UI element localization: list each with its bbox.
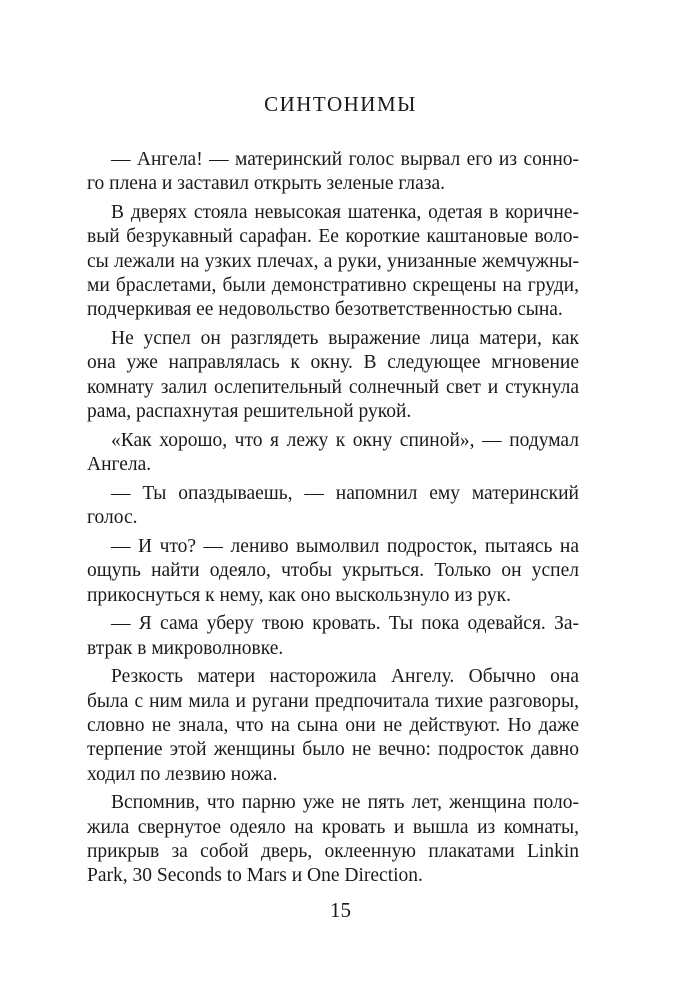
text-line: прикрыв за собой дверь, оклеенную плакатами Linkin <box>87 841 579 863</box>
text-line: была с ним мила и ругани предпочитала тихие разговоры, <box>87 690 579 712</box>
text-line: го плена и заставил открыть зеленые глаза. <box>87 173 445 195</box>
text-line: сы лежали на узких плечах, а руки, унизанные жемчужны- <box>87 250 579 272</box>
text-line: голос. <box>87 507 138 529</box>
text-line: — И что? — лениво вымолвил подросток, пытаясь на <box>111 535 579 557</box>
text-line: ми браслетами, были демонстративно скрещены на груди, <box>87 274 579 296</box>
text-line: комнату залил ослепительный солнечный свет и стукнула <box>87 376 579 398</box>
text-line: — Ангела! — материнский голос вырвал его из сонно- <box>111 149 579 170</box>
text-line: ощупь найти одеяло, чтобы укрыться. Только он успел <box>87 560 579 582</box>
text-line: терпение этой женщины было не вечно: подросток давно <box>87 739 579 761</box>
text-line: В дверях стояла невысокая шатенка, одетая в коричне- <box>111 202 579 224</box>
text-line: Не успел он разглядеть выражение лица матери, как <box>111 328 579 350</box>
text-line: она уже направлялась к окну. В следующее мгновение <box>87 352 579 374</box>
text-line: ходил по лезвию ножа. <box>87 763 278 785</box>
text-line: подчеркивая ее недовольство безответственностью сына. <box>87 299 563 321</box>
text-line: Вспомнив, что парню уже не пять лет, женщина поло- <box>111 792 579 814</box>
text-line: Park, 30 Seconds to Mars и One Direction. <box>87 865 423 887</box>
page-number: 15 <box>330 898 351 922</box>
text-line: прикоснуться к нему, как оно выскользнуло из рук. <box>87 584 511 606</box>
body-text <box>87 148 579 889</box>
text-line: жила свернутое одеяло на кровать и вышла из комнаты, <box>87 816 579 838</box>
text-line: Ангела. <box>87 454 152 476</box>
text-line: вый безрукавный сарафан. Ее короткие каштановые воло- <box>87 226 579 248</box>
text-line: втрак в микроволновке. <box>87 637 284 659</box>
text-line: Резкость матери насторожила Ангелу. Обычно она <box>111 666 579 688</box>
text-line: «Как хорошо, что я лежу к окну спиной», — подумал <box>111 429 579 451</box>
running-head: СИНТОНИМЫ <box>264 92 417 116</box>
text-line: словно не знала, что на сына они не действуют. Но даже <box>87 715 579 737</box>
text-line: — Я сама уберу твою кровать. Ты пока одевайся. За- <box>111 613 579 635</box>
text-line: — Ты опаздываешь, — напомнил ему материнский <box>111 482 579 504</box>
text-line: рама, распахнутая решительной рукой. <box>87 400 412 422</box>
